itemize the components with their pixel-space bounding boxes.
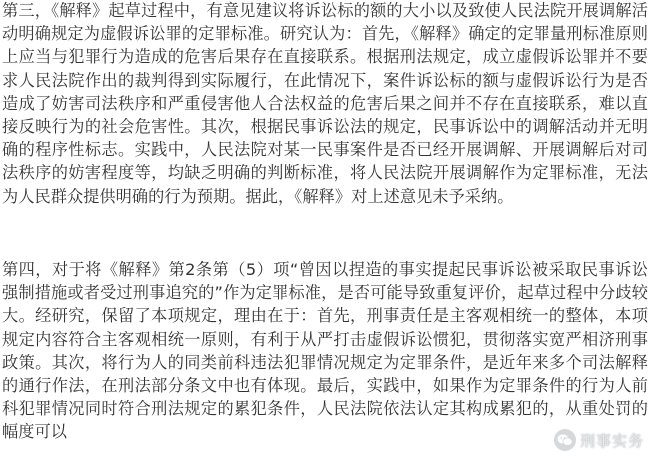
wechat-icon xyxy=(554,429,576,451)
paragraph-third: 第三，《解释》起草过程中，有意见建议将诉讼标的额的大小以及致使人民法院开展调解活动明确规定为虚假诉讼罪的定罪标准。研究认为：首先，《解释》确定的定罪量刑标准原则上应当与犯罪行为造成的危害后果存在直接联系。根据刑法规定，成立虚假诉讼罪并不要求人民法院作出的裁判得到实际履行，在此情况下，案件诉讼标的额与虚假诉讼行为是否造成了妨害司法秩序和严重侵害他人合法权益的危害后果之间并不存在直接联系，难以直接反映行为的社会危害性。其次，根据民事诉讼法的规定，民事诉讼中的调解活动并无明确的程序性标志。实践中，人民法院对某一民事案件是否已经开展调解、开展调解后对司法秩序的妨害程度等，均缺乏明确的判断标准，将人民法院开展调解作为定罪标准，无法为人民群众提供明确的行为预期。据此，《解释》对上述意见未予采纳。 xyxy=(2,1,648,206)
watermark-text: 刑事实务 xyxy=(579,431,644,450)
watermark xyxy=(554,429,644,451)
paragraph-fourth: 第四，对于将《解释》第2条第（5）项“曾因以捏造的事实提起民事诉讼被采取民事诉讼强制措施或者受过刑事追究的”作为定罪标准，是否可能导致重复评价，起草过程中分歧较大。经研究，保留了本项规定，理由在于：首先，刑事责任是主客观相统一的整体，本项规定内容符合主客观相统一原则，有利于从严打击虚假诉讼惯犯，贯彻落实宽严相济刑事政策。其次，将行为人的同类前科违法犯罪情况规定为定罪条件，是近年来多个司法解释的通行作法，在刑法部分条文中也有体现。最后，实践中，如果作为定罪条件的行为人前科犯罪情况同时符合刑法规定的累犯条件，人民法院依法认定其构成累犯的，从重处罚的幅度可以 xyxy=(2,260,648,442)
